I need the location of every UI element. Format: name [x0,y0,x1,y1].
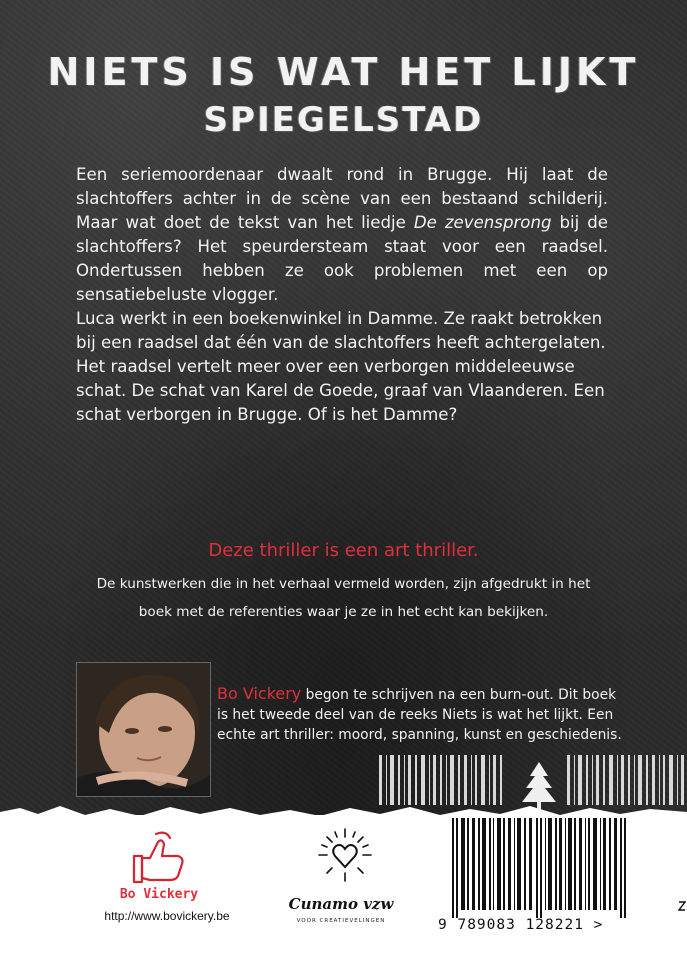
edge-mark [678,898,686,918]
author-portrait-image [77,663,210,796]
blurb [76,163,608,427]
isbn-barcode [452,818,628,918]
author-bio-text: begon te schrijven na een burn-out. Dit boek is het tweede deel van de reeks Niets is wat het lijkt. Een echte art thriller: moord, spanning, kunst en geschiedenis. [217,687,622,743]
art-thriller-heading: Deze thriller is een art thriller. [208,540,479,561]
heart-sun-logo-icon [300,825,390,885]
blurb-p1-end: bij de slachtoffers? Het speurdersteam staat voor een raadsel. Ondertussen hebben ze ook problemen met een op sensatiebeluste vlogger. [76,213,608,304]
blurb-p1-start: Een seriemoordenaar dwaalt rond in Brugge. Hij laat de slachtoffers achter in de scène van een bestaand schilderij. Maar wat doet de tekst van het liedje [76,165,608,232]
isbn-number: 9 789083 128221 > [438,917,604,933]
blurb-paragraph-1 [76,163,608,307]
author-website-link[interactable]: http://www.bovickery.be [104,909,230,923]
thumbs-up-logo-icon [100,828,220,888]
art-thriller-text [60,570,627,626]
publisher-name: Cunamo vzw [288,895,394,913]
author-logo-name: Bo Vickery [119,887,199,902]
publisher-tagline: VOOR CREATIEVELINGEN [296,918,386,924]
author-name: Bo Vickery [217,684,302,703]
blurb-paragraph-2: Luca werkt in een boekenwinkel in Damme. Ze raakt betrokken bij een raadsel dat één van de slachtoffers heeft achtergelaten. Het raadsel vertelt meer over een verborgen middeleeuwse schat. De schat van Karel de Goede, graaf van Vlaanderen. Een schat verborgen in Brugge. Of is het Damme? [76,309,606,424]
art-thriller-line-2: boek met de referenties waar je ze in het echt kan bekijken. [138,604,549,620]
series-title: NIETS IS WAT HET LIJKT [47,50,640,94]
book-title: SPIEGELSTAD [203,100,484,140]
author-bio [217,684,629,745]
tree-icon [512,760,567,810]
author-photo [76,662,211,797]
art-thriller-line-1: De kunstwerken die in het verhaal vermeld worden, zijn afgedrukt in het [96,576,591,592]
song-title: De zevensprong [413,213,552,232]
